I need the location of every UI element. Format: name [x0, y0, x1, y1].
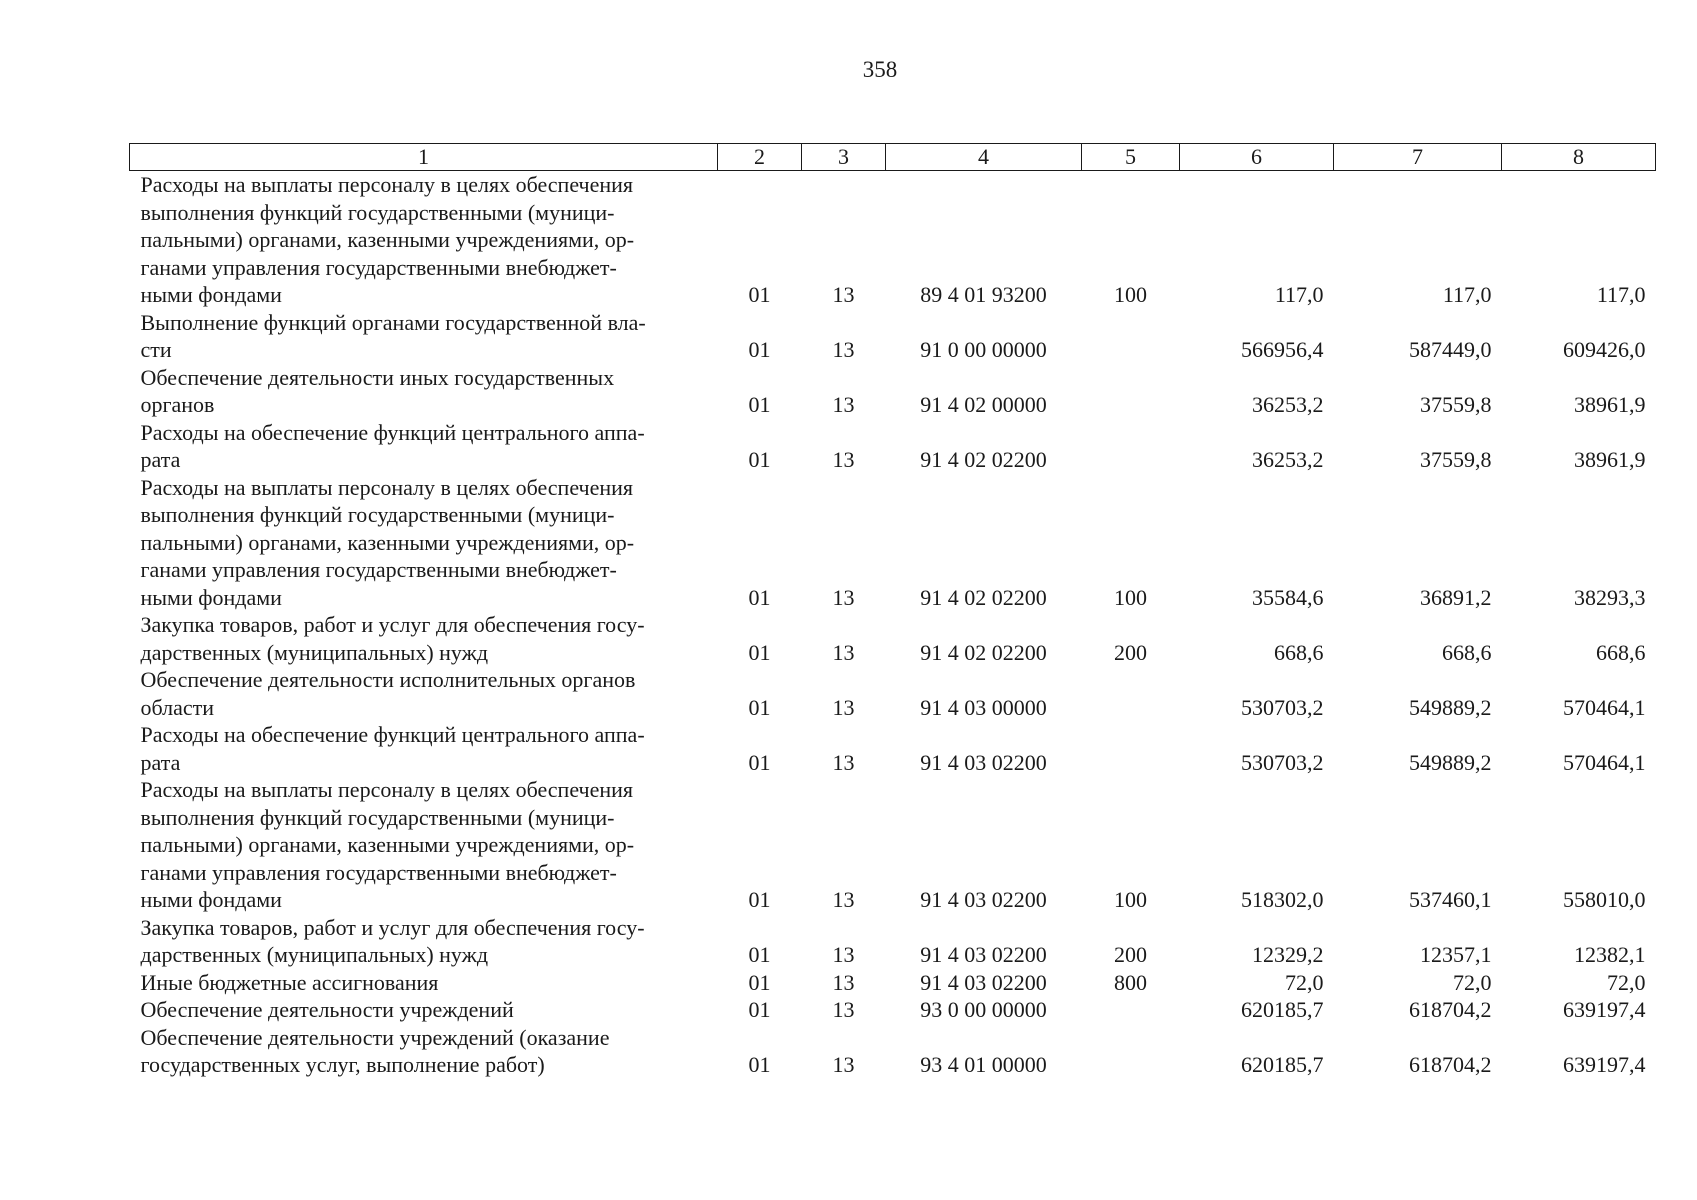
subsection-code-cell: 13	[832, 282, 855, 307]
expense-name-cell: Выполнение функций органами государственной вла- сти	[140, 309, 646, 362]
table-row	[130, 364, 1656, 419]
expense-name-cell: Закупка товаров, работ и услуг для обеспечения госу- дарственных (муниципальных) нужд	[140, 612, 645, 665]
amount-col7-cell: 549889,2	[1409, 694, 1492, 720]
expense-name-cell: Иные бюджетные ассигнования	[140, 969, 439, 995]
amount-col8-cell: 117,0	[1596, 282, 1646, 307]
header-cell-7: 7	[1334, 144, 1502, 171]
expense-type-cell: 100	[1114, 887, 1147, 912]
target-article-cell: 91 4 02 02200	[920, 639, 1047, 665]
expense-type-cell: 200	[1114, 639, 1147, 665]
amount-col8-cell: 570464,1	[1563, 749, 1646, 775]
amount-col7-cell: 72,0	[1453, 969, 1492, 995]
section-code-cell: 01	[748, 749, 771, 775]
section-code-cell: 01	[748, 997, 771, 1022]
expense-name-cell: Обеспечение деятельности исполнительных органов области	[140, 667, 636, 720]
table-row	[130, 419, 1656, 474]
section-code-cell: 01	[748, 337, 771, 362]
target-article-cell: 91 4 02 02200	[920, 584, 1047, 610]
table-header	[130, 144, 1656, 171]
table-row	[130, 611, 1656, 666]
subsection-code-cell: 13	[832, 392, 855, 417]
expense-type-cell: 800	[1114, 969, 1147, 995]
amount-col8-cell: 12382,1	[1574, 942, 1646, 967]
budget-table	[129, 143, 1656, 1079]
section-code-cell: 01	[748, 1052, 771, 1077]
subsection-code-cell: 13	[832, 749, 855, 775]
subsection-code-cell: 13	[832, 337, 855, 362]
amount-col6-cell: 36253,2	[1252, 447, 1324, 472]
amount-col7-cell: 12357,1	[1420, 942, 1492, 967]
amount-col8-cell: 639197,4	[1563, 997, 1646, 1022]
target-article-cell: 89 4 01 93200	[920, 282, 1047, 307]
expense-name-cell: Расходы на обеспечение функций центрального аппа- рата	[140, 419, 645, 472]
table-row	[130, 666, 1656, 721]
subsection-code-cell: 13	[832, 887, 855, 912]
table-row	[130, 309, 1656, 364]
amount-col6-cell: 36253,2	[1252, 392, 1324, 417]
expense-type-cell	[1082, 996, 1180, 1024]
amount-col6-cell: 566956,4	[1241, 337, 1324, 362]
subsection-code-cell: 13	[832, 969, 855, 995]
target-article-cell: 91 4 02 00000	[920, 392, 1047, 417]
expense-name-cell: Расходы на выплаты персоналу в целях обеспечения выполнения функций государственными (муници- пальными) органами, казенными учреждениями, ор- ганами управления государственными внебюджет- ными фондами	[140, 777, 635, 912]
amount-col6-cell: 72,0	[1285, 969, 1324, 995]
amount-col7-cell: 668,6	[1442, 639, 1492, 665]
expense-name-cell: Обеспечение деятельности учреждений	[140, 997, 514, 1022]
section-code-cell: 01	[748, 969, 771, 995]
header-cell-8: 8	[1502, 144, 1656, 171]
target-article-cell: 91 4 03 00000	[920, 694, 1047, 720]
amount-col6-cell: 668,6	[1274, 639, 1324, 665]
expense-type-cell: 100	[1114, 282, 1147, 307]
expense-type-cell: 100	[1114, 584, 1147, 610]
table-row	[130, 776, 1656, 914]
section-code-cell: 01	[748, 887, 771, 912]
header-cell-4: 4	[886, 144, 1082, 171]
section-code-cell: 01	[748, 584, 771, 610]
amount-col7-cell: 537460,1	[1409, 887, 1492, 912]
expense-type-cell: 200	[1114, 942, 1147, 967]
amount-col6-cell: 530703,2	[1241, 749, 1324, 775]
amount-col8-cell: 558010,0	[1563, 887, 1646, 912]
amount-col8-cell: 38961,9	[1574, 447, 1646, 472]
section-code-cell: 01	[748, 282, 771, 307]
header-cell-2: 2	[718, 144, 802, 171]
header-cell-1: 1	[130, 144, 718, 171]
target-article-cell: 91 4 03 02200	[920, 942, 1047, 967]
amount-col7-cell: 587449,0	[1409, 337, 1492, 362]
subsection-code-cell: 13	[832, 694, 855, 720]
section-code-cell: 01	[748, 639, 771, 665]
amount-col8-cell: 38961,9	[1574, 392, 1646, 417]
section-code-cell: 01	[748, 447, 771, 472]
expense-name-cell: Расходы на выплаты персоналу в целях обеспечения выполнения функций государственными (муници- пальными) органами, казенными учреждениями, ор- ганами управления государственными внебюджет- ными фондами	[140, 474, 635, 610]
target-article-cell: 91 4 02 02200	[920, 447, 1047, 472]
header-cell-6: 6	[1180, 144, 1334, 171]
table-row	[130, 969, 1656, 997]
amount-col8-cell: 609426,0	[1563, 337, 1646, 362]
amount-col6-cell: 620185,7	[1241, 1052, 1324, 1077]
subsection-code-cell: 13	[832, 997, 855, 1022]
table-body	[130, 171, 1656, 1079]
amount-col6-cell: 518302,0	[1241, 887, 1324, 912]
target-article-cell: 91 4 03 02200	[920, 969, 1047, 995]
header-row	[130, 144, 1656, 171]
header-cell-3: 3	[802, 144, 886, 171]
expense-type-cell	[1082, 666, 1180, 721]
amount-col7-cell: 618704,2	[1409, 997, 1492, 1022]
amount-col7-cell: 117,0	[1442, 282, 1492, 307]
amount-col6-cell: 12329,2	[1252, 942, 1324, 967]
target-article-cell: 91 0 00 00000	[920, 337, 1047, 362]
amount-col8-cell: 668,6	[1596, 639, 1646, 665]
header-cell-5: 5	[1082, 144, 1180, 171]
subsection-code-cell: 13	[832, 584, 855, 610]
section-code-cell: 01	[748, 392, 771, 417]
amount-col6-cell: 530703,2	[1241, 694, 1324, 720]
subsection-code-cell: 13	[832, 639, 855, 665]
target-article-cell: 93 4 01 00000	[920, 1052, 1047, 1077]
section-code-cell: 01	[748, 694, 771, 720]
amount-col7-cell: 37559,8	[1420, 447, 1492, 472]
amount-col7-cell: 36891,2	[1420, 584, 1492, 610]
subsection-code-cell: 13	[832, 447, 855, 472]
subsection-code-cell: 13	[832, 1052, 855, 1077]
table-row	[130, 1024, 1656, 1079]
expense-name-cell: Обеспечение деятельности иных государственных органов	[140, 364, 615, 417]
amount-col6-cell: 117,0	[1274, 282, 1324, 307]
table-row	[130, 171, 1656, 309]
table-row	[130, 914, 1656, 969]
amount-col8-cell: 38293,3	[1574, 584, 1646, 610]
target-article-cell: 93 0 00 00000	[920, 997, 1047, 1022]
subsection-code-cell: 13	[832, 942, 855, 967]
expense-name-cell: Закупка товаров, работ и услуг для обеспечения госу- дарственных (муниципальных) нужд	[140, 914, 645, 967]
expense-type-cell	[1082, 721, 1180, 776]
expense-type-cell	[1082, 309, 1180, 364]
expense-name-cell: Обеспечение деятельности учреждений (оказание государственных услуг, выполнение работ)	[140, 1024, 610, 1077]
expense-type-cell	[1082, 364, 1180, 419]
target-article-cell: 91 4 03 02200	[920, 887, 1047, 912]
amount-col7-cell: 618704,2	[1409, 1052, 1492, 1077]
section-code-cell: 01	[748, 942, 771, 967]
table-row	[130, 996, 1656, 1024]
target-article-cell: 91 4 03 02200	[920, 749, 1047, 775]
amount-col8-cell: 72,0	[1607, 969, 1646, 995]
amount-col6-cell: 35584,6	[1252, 584, 1324, 610]
expense-name-cell: Расходы на выплаты персоналу в целях обеспечения выполнения функций государственными (муници- пальными) органами, казенными учреждениями, ор- ганами управления государственными внебюджет- ными фондами	[140, 172, 635, 307]
amount-col8-cell: 570464,1	[1563, 694, 1646, 720]
amount-col6-cell: 620185,7	[1241, 997, 1324, 1022]
amount-col7-cell: 549889,2	[1409, 749, 1492, 775]
table-row	[130, 721, 1656, 776]
page-number: 358	[862, 57, 898, 82]
expense-type-cell	[1082, 419, 1180, 474]
amount-col7-cell: 37559,8	[1420, 392, 1492, 417]
expense-type-cell	[1082, 1024, 1180, 1079]
amount-col8-cell: 639197,4	[1563, 1052, 1646, 1077]
table-row	[130, 474, 1656, 612]
expense-name-cell: Расходы на обеспечение функций центрального аппа- рата	[140, 722, 645, 775]
